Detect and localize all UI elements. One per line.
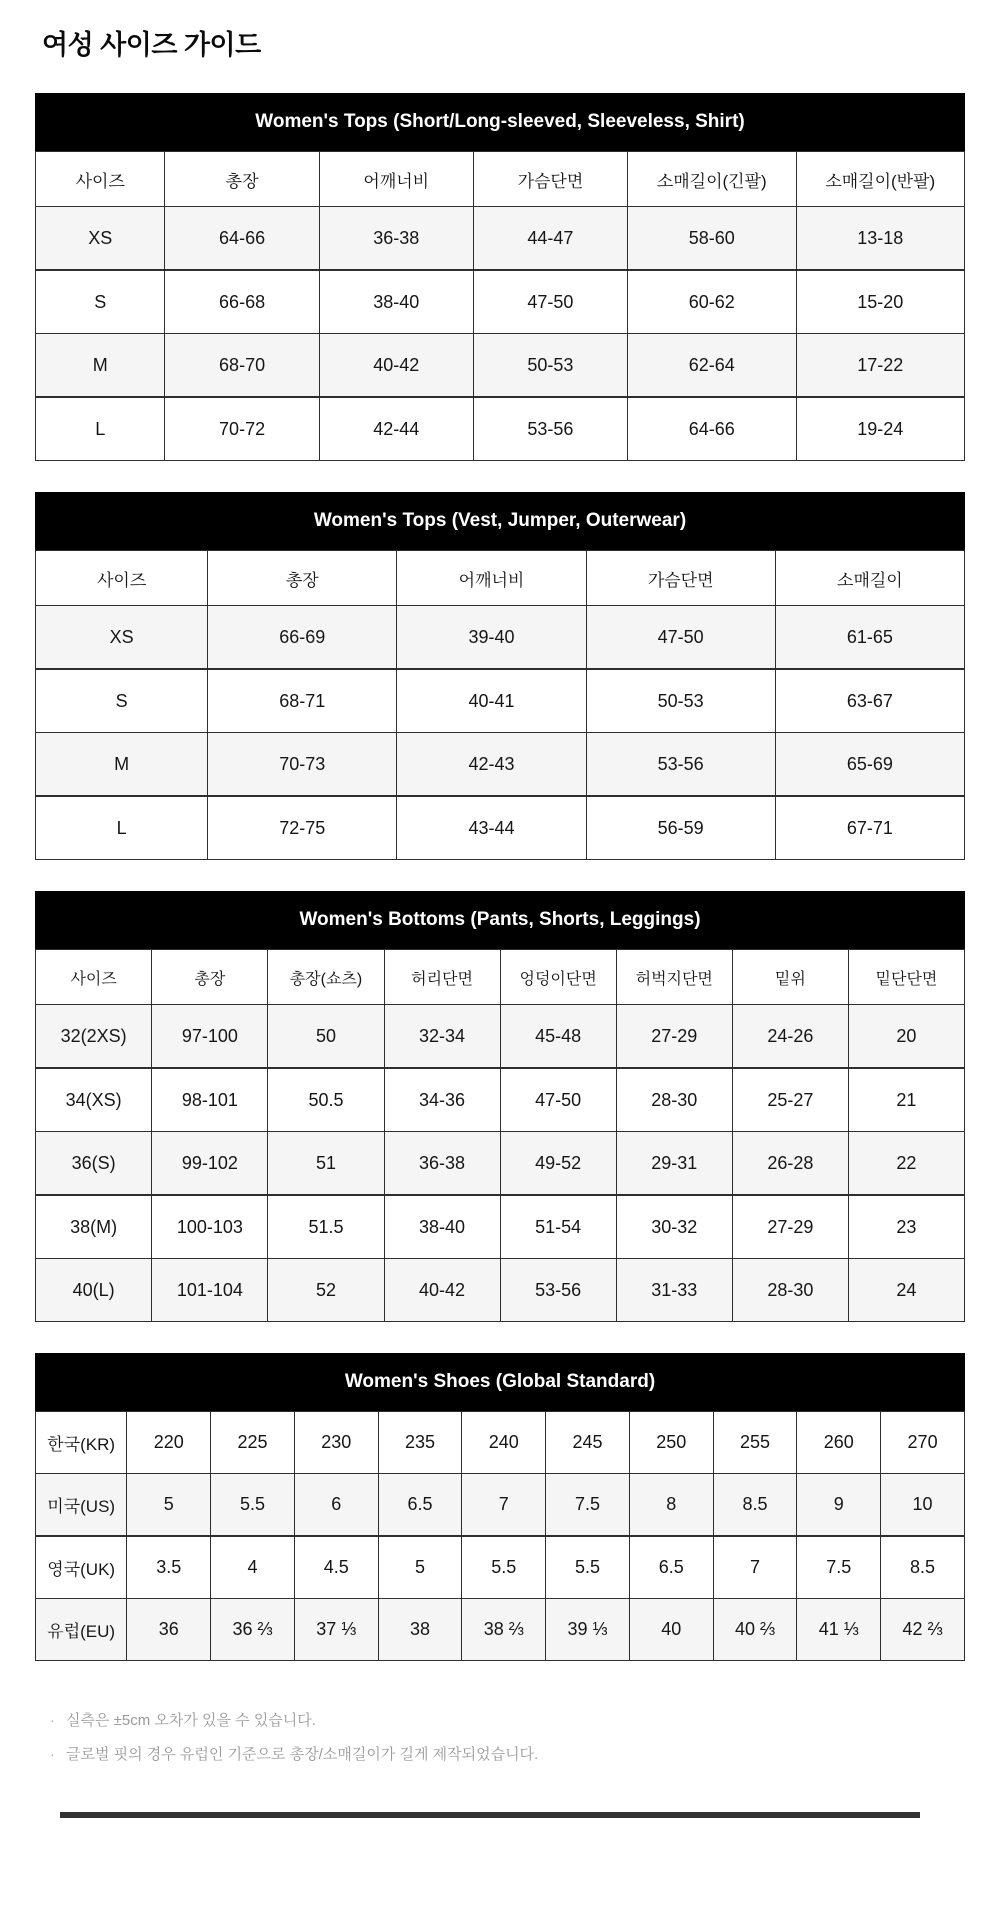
header-row xyxy=(36,551,965,606)
table-cell: 15-20 xyxy=(796,270,965,334)
table-cell: 유럽(EU) xyxy=(36,1599,127,1661)
column-header: 총장 xyxy=(165,152,319,207)
table-section-womens-bottoms xyxy=(35,891,965,1322)
column-header: 어깨너비 xyxy=(397,551,586,606)
table-cell: 68-70 xyxy=(165,334,319,398)
table-cell: 225 xyxy=(211,1412,295,1474)
table-cell: 60-62 xyxy=(628,270,797,334)
table-cell: 30-32 xyxy=(616,1195,732,1259)
table-cell: 38 xyxy=(378,1599,462,1661)
table-cell: 230 xyxy=(294,1412,378,1474)
table-row xyxy=(36,1132,965,1196)
table-section-womens-tops-shirts xyxy=(35,93,965,461)
table-cell: 5 xyxy=(127,1474,211,1537)
table-title-band: Women's Shoes (Global Standard) xyxy=(35,1353,965,1411)
table-cell: 36(S) xyxy=(36,1132,152,1196)
table-cell: 43-44 xyxy=(397,796,586,860)
table-cell: 255 xyxy=(713,1412,797,1474)
table-cell: 42 ⅔ xyxy=(881,1599,965,1661)
table-cell: 250 xyxy=(629,1412,713,1474)
table-cell: 39-40 xyxy=(397,606,586,670)
table-cell: 6 xyxy=(294,1474,378,1537)
table-cell: 3.5 xyxy=(127,1536,211,1599)
table-cell: 38-40 xyxy=(384,1195,500,1259)
table-cell: 36 ⅔ xyxy=(211,1599,295,1661)
table-cell: 37 ⅓ xyxy=(294,1599,378,1661)
table-cell: 7.5 xyxy=(546,1474,630,1537)
table-cell: 270 xyxy=(881,1412,965,1474)
table-cell: 63-67 xyxy=(775,669,964,733)
table-cell: 70-72 xyxy=(165,397,319,461)
table-cell: 10 xyxy=(881,1474,965,1537)
table-cell: 51-54 xyxy=(500,1195,616,1259)
table-row xyxy=(36,796,965,860)
column-header: 사이즈 xyxy=(36,950,152,1005)
table-cell: 영국(UK) xyxy=(36,1536,127,1599)
table-cell: 101-104 xyxy=(152,1259,268,1322)
table-cell: 6.5 xyxy=(378,1474,462,1537)
table-cell: 40-42 xyxy=(384,1259,500,1322)
column-header: 총장(쇼츠) xyxy=(268,950,384,1005)
table-cell: 67-71 xyxy=(775,796,964,860)
table-cell: 42-44 xyxy=(319,397,473,461)
table-cell: 28-30 xyxy=(732,1259,848,1322)
table-title-band: Women's Tops (Vest, Jumper, Outerwear) xyxy=(35,492,965,550)
size-table-womens-tops-outerwear xyxy=(35,550,965,860)
table-cell: 41 ⅓ xyxy=(797,1599,881,1661)
table-cell: 5.5 xyxy=(211,1474,295,1537)
header-row xyxy=(36,152,965,207)
table-row xyxy=(36,733,965,797)
column-header: 허리단면 xyxy=(384,950,500,1005)
table-cell: 39 ⅓ xyxy=(546,1599,630,1661)
table-cell: 한국(KR) xyxy=(36,1412,127,1474)
table-cell: 61-65 xyxy=(775,606,964,670)
table-cell: 38(M) xyxy=(36,1195,152,1259)
table-cell: 17-22 xyxy=(796,334,965,398)
table-cell: 25-27 xyxy=(732,1068,848,1132)
table-cell: 98-101 xyxy=(152,1068,268,1132)
table-cell: 8.5 xyxy=(881,1536,965,1599)
table-cell: 19-24 xyxy=(796,397,965,461)
size-table-womens-bottoms xyxy=(35,949,965,1322)
table-row xyxy=(36,1005,965,1069)
table-cell: 45-48 xyxy=(500,1005,616,1069)
table-cell: M xyxy=(36,733,208,797)
table-cell: S xyxy=(36,669,208,733)
table-cell: 8 xyxy=(629,1474,713,1537)
table-cell: 22 xyxy=(848,1132,964,1196)
table-cell: 4 xyxy=(211,1536,295,1599)
table-cell: 65-69 xyxy=(775,733,964,797)
table-cell: 6.5 xyxy=(629,1536,713,1599)
table-cell: 29-31 xyxy=(616,1132,732,1196)
table-cell: 53-56 xyxy=(586,733,775,797)
table-cell: 72-75 xyxy=(208,796,397,860)
footnote xyxy=(50,1708,965,1733)
table-cell: 245 xyxy=(546,1412,630,1474)
column-header: 소매길이(반팔) xyxy=(796,152,965,207)
table-title-band: Women's Tops (Short/Long-sleeved, Sleeveless, Shirt) xyxy=(35,93,965,151)
footnotes xyxy=(35,1708,965,1767)
footnote-text: 글로벌 핏의 경우 유럽인 기준으로 총장/소매길이가 길게 제작되었습니다. xyxy=(66,1746,539,1763)
table-cell: 53-56 xyxy=(500,1259,616,1322)
table-cell: 51.5 xyxy=(268,1195,384,1259)
table-cell: 34(XS) xyxy=(36,1068,152,1132)
table-row xyxy=(36,606,965,670)
table-cell: 66-68 xyxy=(165,270,319,334)
table-cell: 34-36 xyxy=(384,1068,500,1132)
size-table-womens-shoes xyxy=(35,1411,965,1661)
table-cell: 13-18 xyxy=(796,207,965,271)
table-cell: S xyxy=(36,270,165,334)
table-cell: 24-26 xyxy=(732,1005,848,1069)
table-cell: 38-40 xyxy=(319,270,473,334)
table-row xyxy=(36,1412,965,1474)
column-header: 가슴단면 xyxy=(586,551,775,606)
table-cell: 40-42 xyxy=(319,334,473,398)
table-cell: 99-102 xyxy=(152,1132,268,1196)
table-cell: 32-34 xyxy=(384,1005,500,1069)
table-row xyxy=(36,334,965,398)
table-cell: 27-29 xyxy=(616,1005,732,1069)
header-row xyxy=(36,950,965,1005)
table-cell: 36-38 xyxy=(319,207,473,271)
column-header: 총장 xyxy=(152,950,268,1005)
table-cell: 50-53 xyxy=(473,334,627,398)
column-header: 밑위 xyxy=(732,950,848,1005)
column-header: 밑단단면 xyxy=(848,950,964,1005)
table-cell: 7 xyxy=(462,1474,546,1537)
table-row xyxy=(36,1068,965,1132)
table-cell: 52 xyxy=(268,1259,384,1322)
table-cell: 40(L) xyxy=(36,1259,152,1322)
column-header: 가슴단면 xyxy=(473,152,627,207)
column-header: 엉덩이단면 xyxy=(500,950,616,1005)
column-header: 총장 xyxy=(208,551,397,606)
column-header: 어깨너비 xyxy=(319,152,473,207)
table-section-womens-tops-outerwear xyxy=(35,492,965,860)
bottom-spacer xyxy=(35,1818,965,1885)
table-cell: 38 ⅔ xyxy=(462,1599,546,1661)
table-cell: 260 xyxy=(797,1412,881,1474)
table-cell: 47-50 xyxy=(500,1068,616,1132)
table-cell: 32(2XS) xyxy=(36,1005,152,1069)
table-cell: 56-59 xyxy=(586,796,775,860)
table-title-band: Women's Bottoms (Pants, Shorts, Leggings) xyxy=(35,891,965,949)
bullet-icon: · xyxy=(50,1746,55,1762)
table-row xyxy=(36,1536,965,1599)
table-cell: 44-47 xyxy=(473,207,627,271)
page-title: 여성 사이즈 가이드 xyxy=(42,30,261,60)
table-cell: XS xyxy=(36,207,165,271)
table-cell: 36 xyxy=(127,1599,211,1661)
table-cell: 36-38 xyxy=(384,1132,500,1196)
table-cell: 220 xyxy=(127,1412,211,1474)
table-cell: 23 xyxy=(848,1195,964,1259)
table-cell: 51 xyxy=(268,1132,384,1196)
table-cell: 미국(US) xyxy=(36,1474,127,1537)
table-row xyxy=(36,1599,965,1661)
table-cell: 42-43 xyxy=(397,733,586,797)
table-row xyxy=(36,1259,965,1322)
table-cell: M xyxy=(36,334,165,398)
table-cell: 53-56 xyxy=(473,397,627,461)
table-cell: 20 xyxy=(848,1005,964,1069)
table-cell: 21 xyxy=(848,1068,964,1132)
table-cell: 40-41 xyxy=(397,669,586,733)
column-header: 소매길이(긴팔) xyxy=(628,152,797,207)
bullet-icon: · xyxy=(50,1712,55,1728)
table-cell: 49-52 xyxy=(500,1132,616,1196)
table-row xyxy=(36,207,965,271)
table-row xyxy=(36,270,965,334)
table-row xyxy=(36,397,965,461)
table-cell: 50.5 xyxy=(268,1068,384,1132)
table-cell: 5.5 xyxy=(546,1536,630,1599)
table-cell: 58-60 xyxy=(628,207,797,271)
table-cell: 31-33 xyxy=(616,1259,732,1322)
table-cell: XS xyxy=(36,606,208,670)
table-cell: 9 xyxy=(797,1474,881,1537)
table-cell: 8.5 xyxy=(713,1474,797,1537)
table-cell: 27-29 xyxy=(732,1195,848,1259)
table-cell: 64-66 xyxy=(628,397,797,461)
size-table-womens-tops-shirts xyxy=(35,151,965,461)
table-cell: 47-50 xyxy=(473,270,627,334)
table-cell: 4.5 xyxy=(294,1536,378,1599)
column-header: 사이즈 xyxy=(36,551,208,606)
table-cell: 7.5 xyxy=(797,1536,881,1599)
table-cell: 26-28 xyxy=(732,1132,848,1196)
table-section-womens-shoes xyxy=(35,1353,965,1661)
table-cell: 7 xyxy=(713,1536,797,1599)
column-header: 소매길이 xyxy=(775,551,964,606)
table-cell: 40 xyxy=(629,1599,713,1661)
table-cell: 68-71 xyxy=(208,669,397,733)
table-cell: 66-69 xyxy=(208,606,397,670)
table-cell: L xyxy=(36,397,165,461)
table-cell: 240 xyxy=(462,1412,546,1474)
table-row xyxy=(36,1474,965,1537)
table-row xyxy=(36,669,965,733)
table-cell: 28-30 xyxy=(616,1068,732,1132)
footnote-text: 실측은 ±5cm 오차가 있을 수 있습니다. xyxy=(66,1712,316,1729)
table-cell: 50-53 xyxy=(586,669,775,733)
column-header: 사이즈 xyxy=(36,152,165,207)
table-cell: 97-100 xyxy=(152,1005,268,1069)
table-cell: 5.5 xyxy=(462,1536,546,1599)
table-cell: 5 xyxy=(378,1536,462,1599)
table-cell: 100-103 xyxy=(152,1195,268,1259)
table-cell: 24 xyxy=(848,1259,964,1322)
table-cell: 62-64 xyxy=(628,334,797,398)
table-cell: 50 xyxy=(268,1005,384,1069)
table-cell: 235 xyxy=(378,1412,462,1474)
table-row xyxy=(36,1195,965,1259)
table-cell: 47-50 xyxy=(586,606,775,670)
table-cell: L xyxy=(36,796,208,860)
table-cell: 40 ⅔ xyxy=(713,1599,797,1661)
table-cell: 64-66 xyxy=(165,207,319,271)
footnote xyxy=(50,1742,965,1767)
column-header: 허벅지단면 xyxy=(616,950,732,1005)
table-cell: 70-73 xyxy=(208,733,397,797)
